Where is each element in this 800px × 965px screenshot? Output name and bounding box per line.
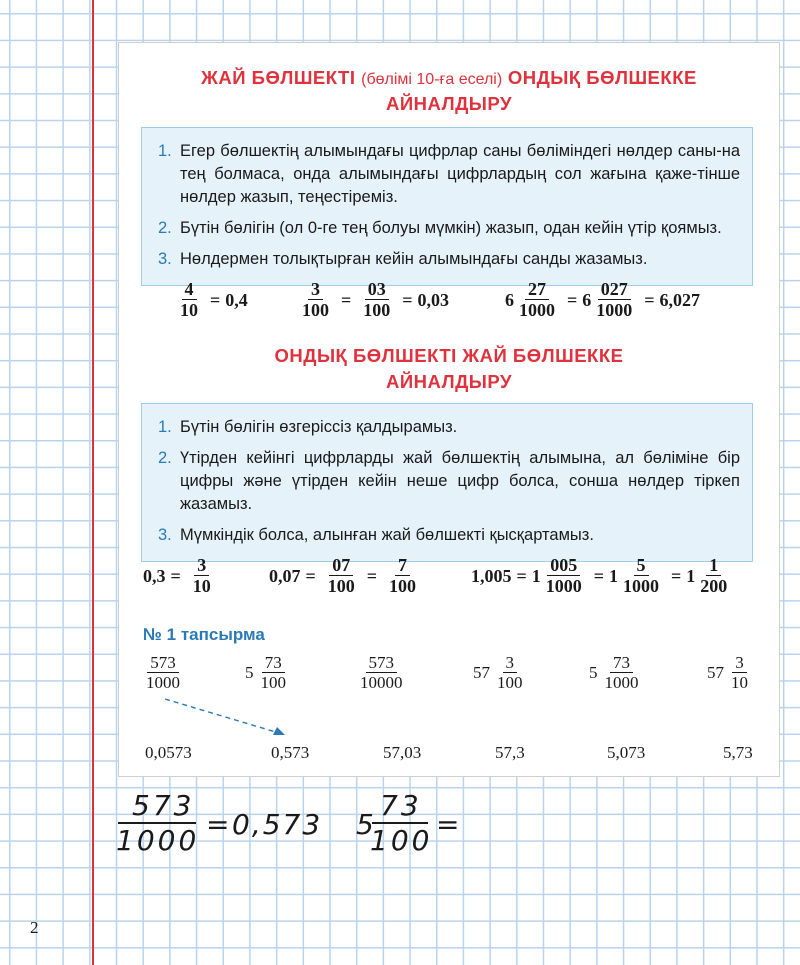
- task-answer: 0,573: [271, 743, 310, 762]
- whole-part: 5: [589, 663, 598, 682]
- whole-part: 1: [531, 565, 541, 586]
- denominator: 1000: [604, 673, 639, 692]
- denominator: 1000: [519, 300, 555, 320]
- denominator: 100: [497, 673, 523, 692]
- rule-text: Егер бөлшектің алымындағы цифрлар саны бөліміндегі нөлдер саны-на тең болмаса, онда алымындағы цифрлардың сол жағына қаже-тінше нөлдер жазып, теңестіреміз.: [180, 142, 740, 206]
- result: 0,03: [417, 289, 450, 310]
- equals-sign: =: [516, 565, 527, 586]
- numerator: 3: [308, 279, 323, 300]
- denominator: 1000: [596, 300, 633, 320]
- denominator: 10000: [360, 673, 403, 692]
- section1-title-part3: ОНДЫҚ БӨЛШЕККЕ: [507, 67, 697, 88]
- rule-number: 2.: [158, 449, 172, 467]
- whole-part: 6: [505, 289, 514, 310]
- numerator: 3: [503, 653, 518, 673]
- section2-title: ОНДЫҚ БӨЛШЕКТІ ЖАЙ БӨЛШЕККЕ: [274, 345, 624, 366]
- numerator: 03: [365, 279, 389, 300]
- denominator: 100: [302, 300, 329, 320]
- equals-sign: =: [593, 565, 605, 586]
- task-answer: 5,73: [723, 743, 753, 762]
- rule-text: Үтірден кейінгі цифрларды жай бөлшектің алымына, ал бөліміне бір цифры және үтірден кейін неше цифр болса, сонша нөлдер тіркеп жазамыз.: [180, 449, 740, 513]
- task-title: № 1 тапсырма: [143, 625, 265, 644]
- hand-numerator-2: 73: [380, 789, 422, 822]
- equals-sign: =: [341, 289, 352, 310]
- equals-sign: =: [644, 289, 655, 310]
- equals-sign: =: [366, 565, 378, 586]
- hand-denominator-1: 1000: [116, 824, 200, 857]
- hand-numerator-1: 573: [132, 789, 195, 822]
- numerator: 573: [147, 653, 179, 673]
- rule-text: Мүмкіндік болса, алынған жай бөлшекті қысқартамыз.: [180, 526, 594, 544]
- hand-whole-2: 5: [356, 808, 374, 841]
- section1-title-part1: ЖАЙ БӨЛШЕКТІ: [201, 67, 356, 88]
- numerator: 73: [262, 653, 285, 673]
- denominator: 10: [180, 300, 198, 320]
- numerator: 07: [329, 555, 353, 576]
- section2-title-line2: АЙНАЛДЫРУ: [386, 371, 512, 392]
- equals-sign: =: [402, 289, 413, 310]
- numerator: 27: [525, 279, 549, 300]
- numerator: 5: [634, 555, 649, 576]
- whole-part: 1: [686, 565, 696, 586]
- task-answer: 0,0573: [145, 743, 192, 762]
- rule-number: 3.: [158, 250, 172, 268]
- denominator: 100: [327, 576, 355, 596]
- rule-number: 3.: [158, 526, 172, 544]
- whole-part: 5: [245, 663, 254, 682]
- rule-number: 1.: [158, 418, 172, 436]
- denominator: 100: [363, 300, 391, 320]
- result: 6,027: [659, 289, 701, 310]
- denominator: 200: [700, 576, 728, 596]
- numerator: 7: [395, 555, 410, 576]
- numerator: 4: [182, 279, 197, 300]
- hand-denominator-2: 100: [370, 824, 433, 857]
- numerator: 3: [732, 653, 747, 673]
- denominator: 100: [260, 673, 286, 692]
- section1-title-line2: АЙНАЛДЫРУ: [386, 93, 512, 114]
- section1-title-part2: (бөлімі 10-ға еселі): [361, 71, 503, 88]
- task-answer: 57,03: [383, 743, 422, 762]
- task-answer: 5,073: [607, 743, 646, 762]
- numerator: 027: [598, 279, 631, 300]
- equals-sign: =: [210, 289, 221, 310]
- denominator: 100: [389, 576, 417, 596]
- denominator: 10: [192, 576, 211, 596]
- rule-number: 2.: [158, 219, 172, 237]
- result: 0,4: [225, 289, 248, 310]
- whole-part: 57: [707, 663, 724, 682]
- decimal: 1,005: [471, 565, 512, 586]
- whole-part: 1: [609, 565, 619, 586]
- numerator: 005: [547, 555, 580, 576]
- numerator: 1: [706, 555, 721, 576]
- hand-result-1: 0,573: [232, 808, 323, 841]
- whole-part: 6: [582, 289, 592, 310]
- hand-equals-1: =: [206, 808, 230, 841]
- whole-part: 57: [473, 663, 490, 682]
- numerator: 573: [366, 653, 398, 673]
- hand-equals-2: =: [436, 808, 460, 841]
- rule-number: 1.: [158, 142, 172, 160]
- equals-sign: =: [567, 289, 578, 310]
- denominator: 1000: [545, 576, 582, 596]
- decimal: 0,07: [269, 565, 301, 586]
- decimal: 0,3: [143, 565, 166, 586]
- equals-sign: =: [305, 565, 316, 586]
- equals-sign: =: [170, 565, 181, 586]
- numerator: 73: [610, 653, 633, 673]
- denominator: 10: [731, 673, 748, 692]
- equals-sign: =: [671, 565, 682, 586]
- denominator: 1000: [623, 576, 660, 596]
- page-number: 2: [30, 918, 39, 937]
- rule-text: Бүтін бөлігін (ол 0-ге тең болуы мүмкін) жазып, одан кейін үтір қоямыз.: [180, 219, 722, 237]
- task-answer: 57,3: [495, 743, 525, 762]
- rule-text: Нөлдермен толықтырған кейін алымындағы санды жазамыз.: [180, 250, 648, 268]
- rule-text: Бүтін бөлігін өзгеріссіз қалдырамыз.: [180, 418, 458, 436]
- numerator: 3: [194, 555, 209, 576]
- denominator: 1000: [146, 673, 180, 692]
